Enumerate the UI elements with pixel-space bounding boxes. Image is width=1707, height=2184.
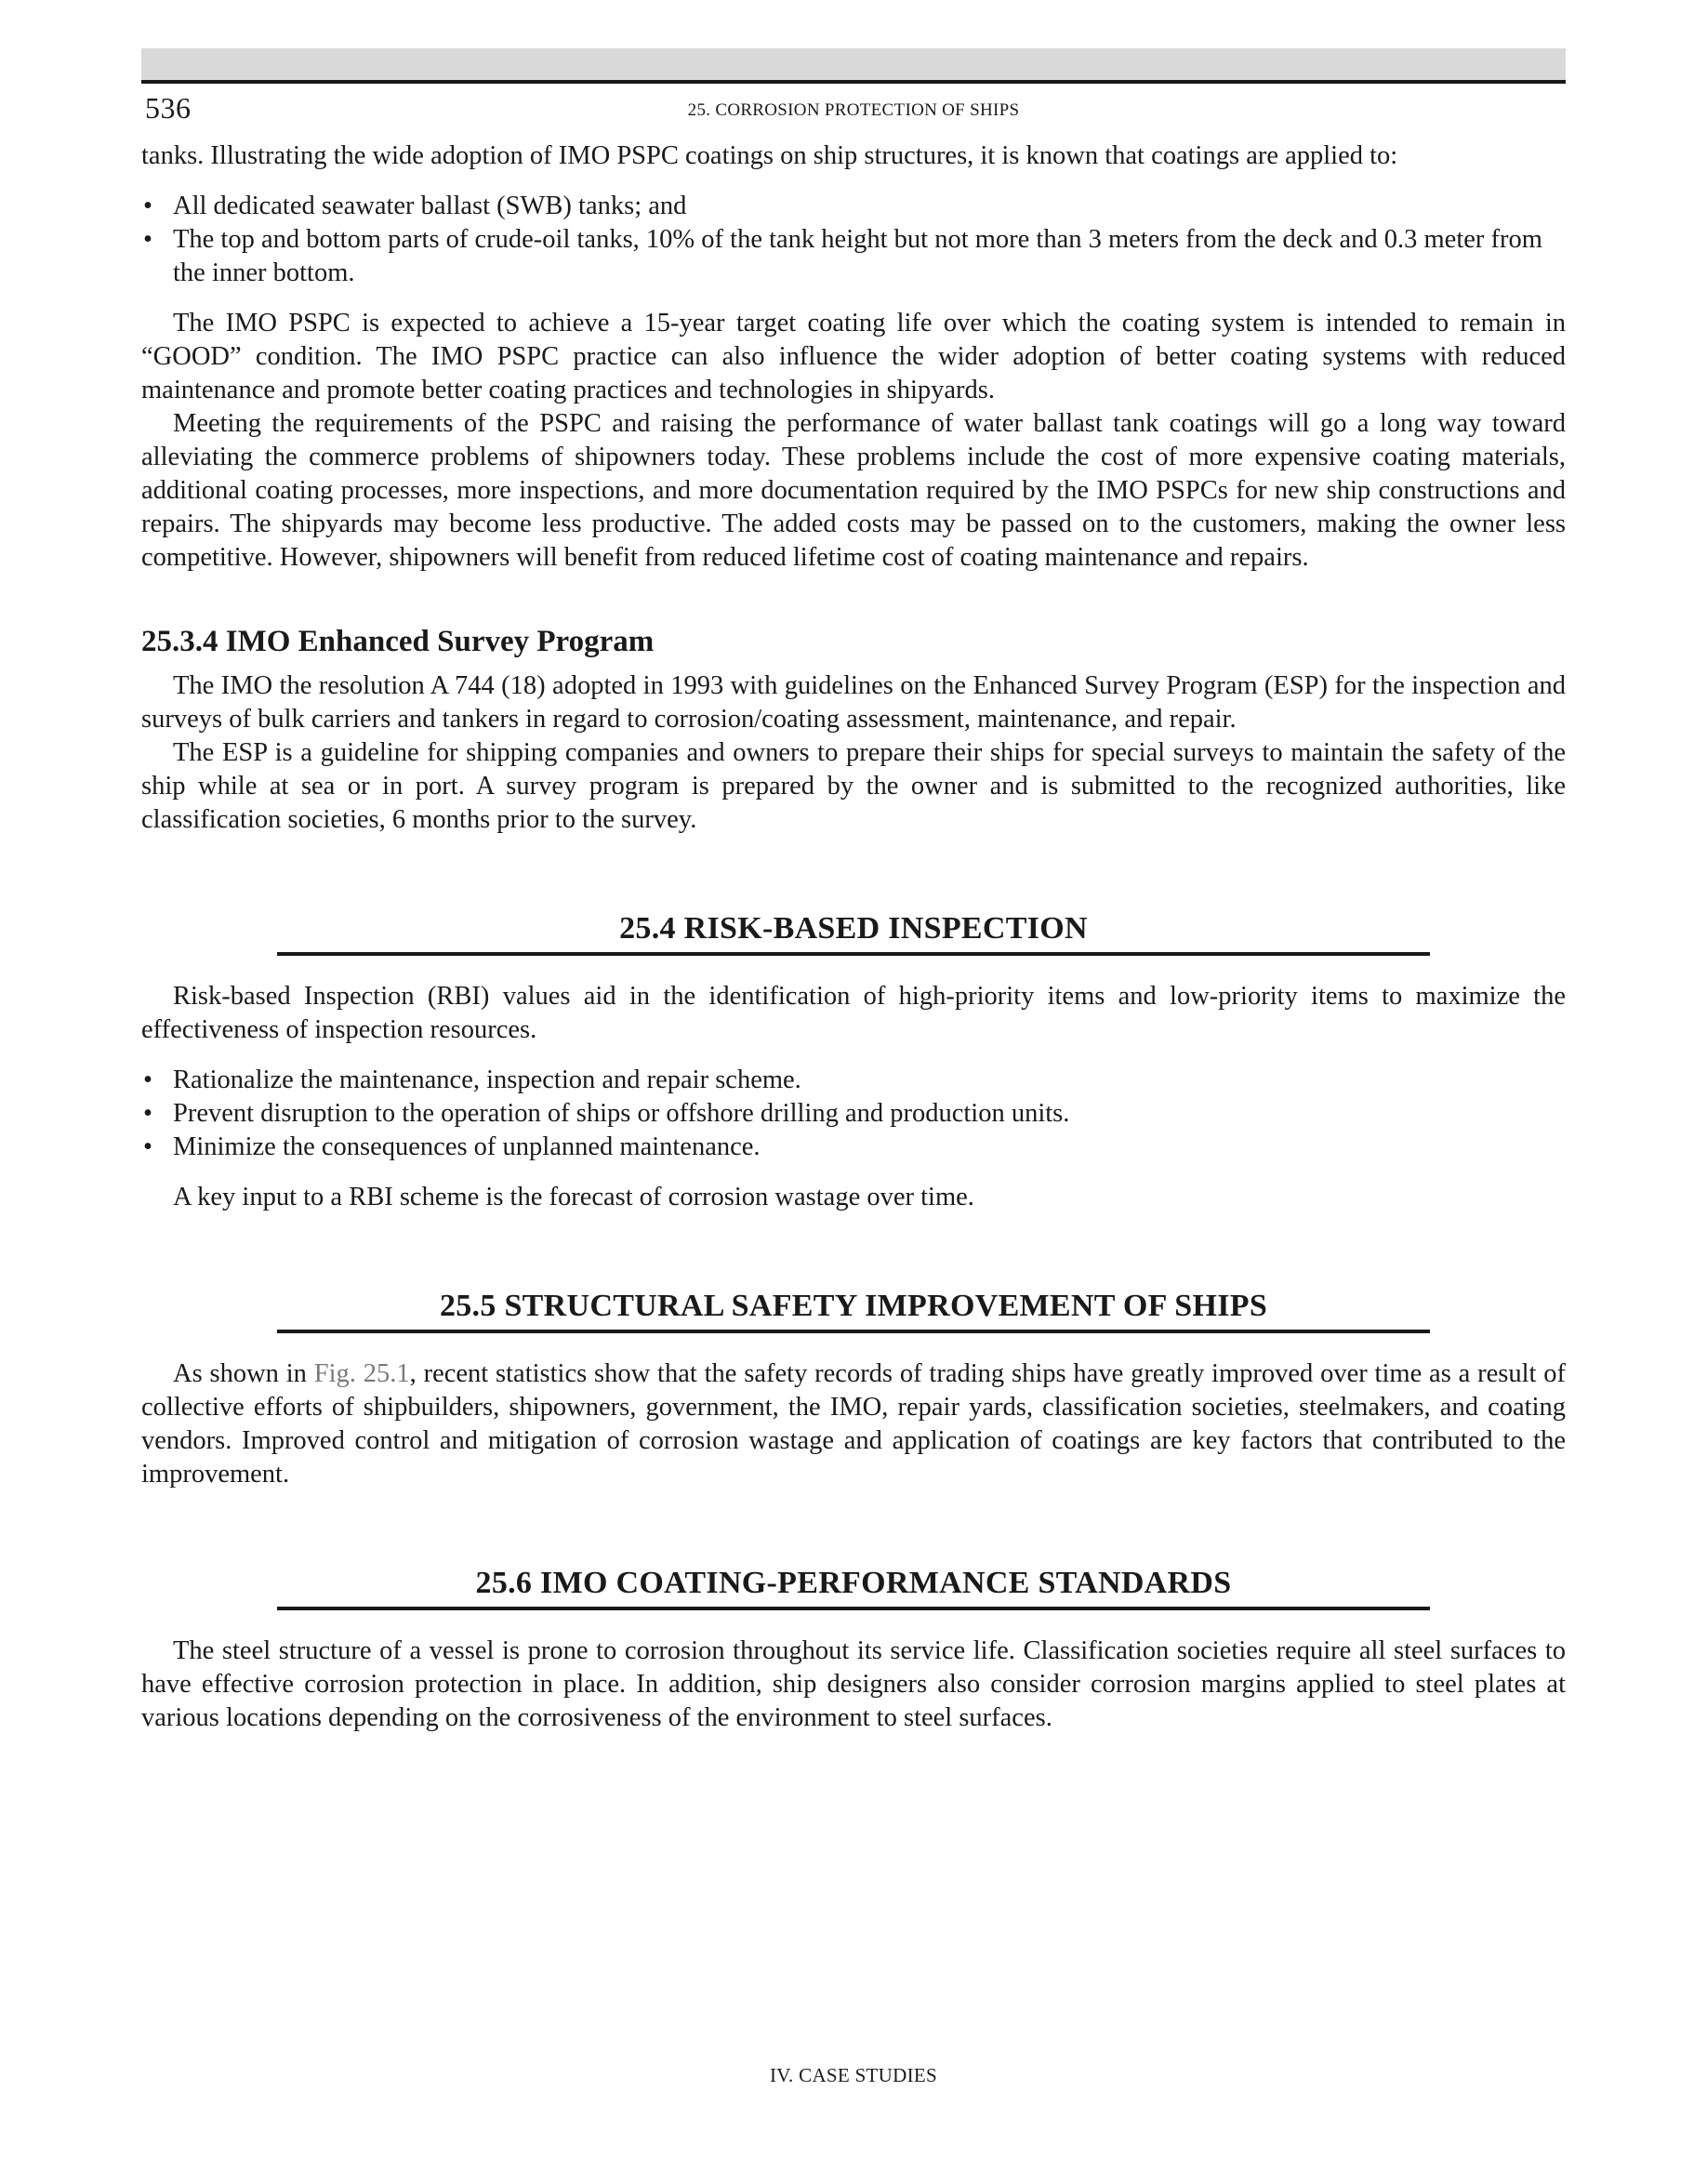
bullet-icon: • [143, 225, 152, 254]
bullet-icon: • [143, 1099, 152, 1128]
esp-paragraph-2: The ESP is a guideline for shipping companies and owners to prepare their ships for special surveys to maintain the safety of the ship while at sea or in port. A survey program is prepared by the owner and is submitted to the recognized authorities, like classification societies, 6 months prior to the survey. [141, 738, 1566, 834]
figure-reference-link[interactable]: Fig. 25.1 [313, 1359, 410, 1388]
bullet-icon: • [143, 192, 152, 220]
intro-paragraph-2: The IMO PSPC is expected to achieve a 15-year target coating life over which the coating system is intended to remain in “GOOD” condition. The IMO PSPC practice can also influence the wider adoption of better coating systems with reduced maintenance and promote better coating practices and technologies in shipyards. [141, 309, 1566, 404]
section-heading-25-6-wrap [277, 1564, 1430, 1610]
list-item-text: All dedicated seawater ballast (SWB) tanks; and [173, 192, 687, 220]
page [141, 48, 1566, 1735]
subsection-heading-25-3-4: 25.3.4 IMO Enhanced Survey Program [141, 625, 655, 658]
list-item [141, 1131, 1566, 1164]
section-heading-25-4: 25.4 RISK-BASED INSPECTION [619, 911, 1088, 946]
safety-paragraph-prefix: As shown in [173, 1359, 314, 1388]
rbi-paragraph-2: A key input to a RBI scheme is the forecast of corrosion wastage over time. [173, 1183, 974, 1211]
section-heading-25-6: 25.6 IMO COATING-PERFORMANCE STANDARDS [475, 1566, 1232, 1600]
page-number: 536 [145, 91, 192, 125]
rbi-bullet-list [141, 1064, 1566, 1164]
list-item-text: The top and bottom parts of crude-oil tanks, 10% of the tank height but not more than 3 meters from the deck and 0.3 meter from the inner bottom. [173, 225, 1542, 287]
bullet-icon: • [143, 1132, 152, 1161]
coating-standards-paragraph: The steel structure of a vessel is prone to corrosion throughout its service life. Classification societies require all steel surfaces to have effective corrosion protection in place. In addition, ship designers also consider corrosion margins applied to steel plates at various locations depending on the corrosiveness of the environment to steel surfaces. [141, 1636, 1566, 1732]
running-head: 25. CORROSION PROTECTION OF SHIPS [687, 100, 1020, 120]
body-text [141, 139, 1566, 1735]
list-item [141, 1097, 1566, 1131]
section-heading-25-5: 25.5 STRUCTURAL SAFETY IMPROVEMENT OF SHIPS [439, 1289, 1268, 1323]
intro-bullet-list [141, 190, 1566, 290]
list-item-text: Prevent disruption to the operation of ships or offshore drilling and production units. [173, 1099, 1070, 1128]
intro-paragraph-1: tanks. Illustrating the wide adoption of IMO PSPC coatings on ship structures, it is known that coatings are applied to: [141, 141, 1398, 170]
list-item-text: Rationalize the maintenance, inspection and repair scheme. [173, 1066, 801, 1094]
list-item [141, 1064, 1566, 1097]
intro-paragraph-3: Meeting the requirements of the PSPC and raising the performance of water ballast tank coatings will go a long way toward alleviating the commerce problems of shipowners today. These problems include the cost of more expensive coating materials, additional coating processes, more inspections, and more documentation required by the IMO PSPCs for new ship constructions and repairs. The shipyards may become less productive. The added costs may be passed on to the customers, making the owner less competitive. However, shipowners will benefit from reduced lifetime cost of coating maintenance and repairs. [141, 409, 1566, 572]
rbi-paragraph-1: Risk-based Inspection (RBI) values aid in the identification of high-priority items and low-priority items to maximize the effectiveness of inspection resources. [141, 982, 1566, 1044]
section-heading-25-5-wrap [277, 1287, 1430, 1333]
esp-paragraph-1: The IMO the resolution A 744 (18) adopted in 1993 with guidelines on the Enhanced Survey Program (ESP) for the inspection and surveys of bulk carriers and tankers in regard to corrosion/coating assessment, maintenance, and repair. [141, 671, 1566, 734]
list-item [141, 223, 1566, 290]
list-item-text: Minimize the consequences of unplanned maintenance. [173, 1132, 761, 1161]
safety-paragraph-suffix: , recent statistics show that the safety records of trading ships have greatly improved over time as a result of collective efforts of shipbuilders, shipowners, government, the IMO, repair yards, classification societies, steelmakers, and coating vendors. Improved control and mitigation of corrosion wastage and application of coatings are key factors that contributed to the improvement. [141, 1359, 1566, 1489]
safety-paragraph [141, 1357, 1566, 1491]
list-item [141, 190, 1566, 223]
bullet-icon: • [143, 1066, 152, 1094]
section-heading-25-4-wrap [277, 909, 1430, 956]
page-footer: IV. CASE STUDIES [769, 2064, 938, 2086]
page-header [141, 84, 1566, 139]
header-bar [141, 48, 1566, 84]
